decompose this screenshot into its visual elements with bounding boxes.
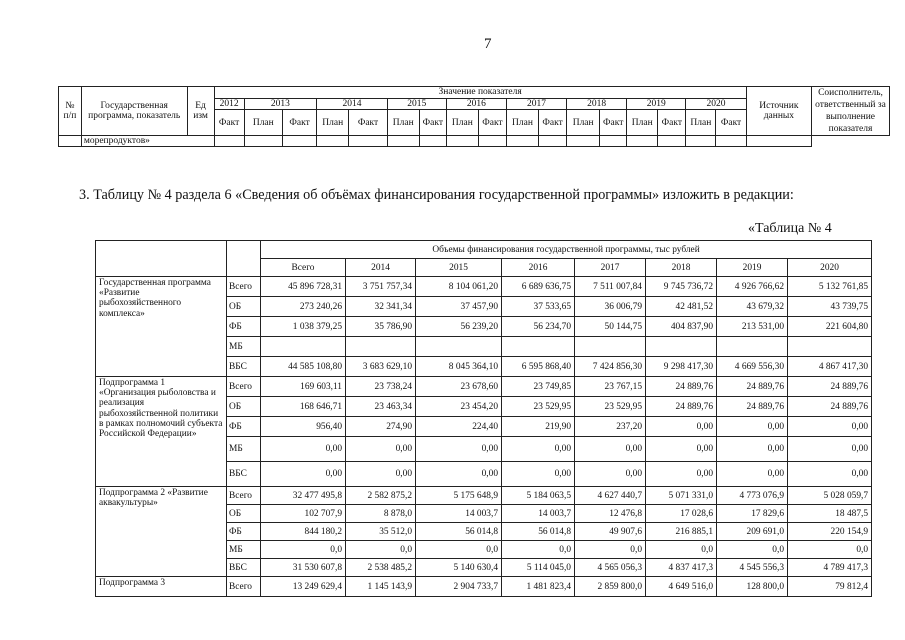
- col-num-header: № п/п: [59, 87, 82, 136]
- cell: 4 627 440,7: [575, 487, 646, 505]
- value-header: Значение показателя: [214, 87, 746, 99]
- cell: 216 885,1: [646, 523, 717, 541]
- cell: 224,40: [416, 417, 502, 437]
- row-label: МБ: [227, 337, 261, 357]
- cell: 219,90: [502, 417, 575, 437]
- subprogram-name: Подпрограмма 2 «Развитие аквакультуры»: [96, 487, 227, 577]
- year-header: 2014: [317, 98, 388, 110]
- cell: 56 014,8: [502, 523, 575, 541]
- cell: 5 184 063,5: [502, 487, 575, 505]
- col-header: 2018: [646, 259, 717, 277]
- col-source-header: Источник данных: [746, 87, 811, 136]
- cell: 956,40: [261, 417, 346, 437]
- cell: 220 154,9: [788, 523, 872, 541]
- cell: 23 529,95: [502, 397, 575, 417]
- cell: 5 140 630,4: [416, 559, 502, 577]
- cell: 1 481 823,4: [502, 577, 575, 597]
- cell: 237,20: [575, 417, 646, 437]
- row-label: ОБ: [227, 505, 261, 523]
- row-label: Всего: [227, 277, 261, 297]
- fact-header: Факт: [600, 110, 627, 136]
- fact-header: Факт: [716, 110, 746, 136]
- cell: 0,00: [788, 417, 872, 437]
- cell: 4 867 417,30: [788, 357, 872, 377]
- year-header: 2013: [244, 98, 317, 110]
- cell: 5 175 648,9: [416, 487, 502, 505]
- cell: 36 006,79: [575, 297, 646, 317]
- cell: 4 565 056,3: [575, 559, 646, 577]
- table-row: [96, 277, 872, 297]
- row-label: Всего: [227, 577, 261, 597]
- row-label: ФБ: [227, 317, 261, 337]
- cell: 17 028,6: [646, 505, 717, 523]
- table-caption: «Таблица № 4: [748, 221, 832, 236]
- col-header: 2014: [346, 259, 416, 277]
- plan-header: План: [446, 110, 478, 136]
- cell: 4 773 076,9: [717, 487, 788, 505]
- cell: 3 751 757,34: [346, 277, 416, 297]
- cell: 42 481,52: [646, 297, 717, 317]
- year-header: 2016: [446, 98, 506, 110]
- table-row: [96, 377, 872, 397]
- cell: 0,00: [575, 437, 646, 462]
- cell: 169 603,11: [261, 377, 346, 397]
- cell: 56 014,8: [416, 523, 502, 541]
- cell: 0,0: [575, 541, 646, 559]
- indicators-table: [58, 86, 890, 147]
- cell: 6 595 868,40: [502, 357, 575, 377]
- year-header: 2018: [567, 98, 627, 110]
- cell: 128 800,0: [717, 577, 788, 597]
- cell: 24 889,76: [788, 377, 872, 397]
- cell: 0,00: [416, 462, 502, 487]
- cell: 23 738,24: [346, 377, 416, 397]
- cell: 1 038 379,25: [261, 317, 346, 337]
- plan-header: План: [567, 110, 600, 136]
- cell: 35 512,0: [346, 523, 416, 541]
- program-name: Государственная программа «Развитие рыбохозяйственного комплекса»: [96, 277, 227, 377]
- financing-table: [95, 240, 872, 597]
- cell: 0,00: [646, 437, 717, 462]
- cell: 3 683 629,10: [346, 357, 416, 377]
- financing-header: Объемы финансирования государственной программы, тыс рублей: [261, 241, 872, 259]
- cell: 8 104 061,20: [416, 277, 502, 297]
- cell: 43 679,32: [717, 297, 788, 317]
- cell: 0,0: [788, 541, 872, 559]
- cell: 79 812,4: [788, 577, 872, 597]
- cell: 0,00: [502, 462, 575, 487]
- cell: 56 234,70: [502, 317, 575, 337]
- cell: 2 859 800,0: [575, 577, 646, 597]
- cell: 0,00: [717, 437, 788, 462]
- col-header: 2019: [717, 259, 788, 277]
- cell: 0,0: [717, 541, 788, 559]
- cell: 5 071 331,0: [646, 487, 717, 505]
- table-row: [96, 487, 872, 505]
- cell: 14 003,7: [502, 505, 575, 523]
- row-fragment: морепродуктов»: [81, 136, 214, 147]
- cell: 0,00: [646, 417, 717, 437]
- year-header: 2017: [506, 98, 566, 110]
- cell: 5 132 761,85: [788, 277, 872, 297]
- cell: 6 689 636,75: [502, 277, 575, 297]
- cell: 45 896 728,31: [261, 277, 346, 297]
- cell: 0,00: [646, 462, 717, 487]
- page-number: 7: [484, 36, 492, 52]
- cell: 5 114 045,0: [502, 559, 575, 577]
- cell: 274,90: [346, 417, 416, 437]
- plan-header: План: [506, 110, 538, 136]
- cell: 23 454,20: [416, 397, 502, 417]
- fact-header: Факт: [282, 110, 316, 136]
- cell: 49 907,6: [575, 523, 646, 541]
- subprogram-name: Подпрограмма 3: [96, 577, 227, 597]
- fact-header: Факт: [349, 110, 387, 136]
- cell: 4 649 516,0: [646, 577, 717, 597]
- cell: 2 538 485,2: [346, 559, 416, 577]
- cell: 32 341,34: [346, 297, 416, 317]
- cell: 8 878,0: [346, 505, 416, 523]
- cell: 0,0: [261, 541, 346, 559]
- cell: 23 678,60: [416, 377, 502, 397]
- plan-header: План: [244, 110, 282, 136]
- cell: 37 533,65: [502, 297, 575, 317]
- cell: 213 531,00: [717, 317, 788, 337]
- plan-header: План: [317, 110, 349, 136]
- cell: 273 240,26: [261, 297, 346, 317]
- fact-header: Факт: [539, 110, 567, 136]
- col-coexec-header: Соисполнитель, ответственный за выполнение показателя: [812, 87, 890, 136]
- col-header: 2020: [788, 259, 872, 277]
- cell: 24 889,76: [788, 397, 872, 417]
- cell: 0,00: [788, 462, 872, 487]
- col-program-header: Государственная программа, показатель: [81, 87, 187, 136]
- row-label: ВБС: [227, 357, 261, 377]
- cell: 168 646,71: [261, 397, 346, 417]
- cell: 0,00: [346, 462, 416, 487]
- cell: 209 691,0: [717, 523, 788, 541]
- cell: 44 585 108,80: [261, 357, 346, 377]
- cell: 31 530 607,8: [261, 559, 346, 577]
- cell: 24 889,76: [646, 397, 717, 417]
- cell: 2 904 733,7: [416, 577, 502, 597]
- cell: 0,00: [261, 462, 346, 487]
- cell: 0,0: [646, 541, 717, 559]
- cell: 7 511 007,84: [575, 277, 646, 297]
- cell: 102 707,9: [261, 505, 346, 523]
- row-label: ФБ: [227, 417, 261, 437]
- plan-header: План: [387, 110, 419, 136]
- cell: 13 249 629,4: [261, 577, 346, 597]
- instruction-paragraph: 3. Таблицу № 4 раздела 6 «Сведения об объёмах финансирования государственной программы» изложить в редакции:: [79, 187, 794, 203]
- row-label: МБ: [227, 541, 261, 559]
- col-unit-header: Ед изм: [187, 87, 214, 136]
- fact-header: Факт: [658, 110, 686, 136]
- col-header: 2016: [502, 259, 575, 277]
- cell: 56 239,20: [416, 317, 502, 337]
- cell: 5 028 059,7: [788, 487, 872, 505]
- row-label: ФБ: [227, 523, 261, 541]
- cell: 43 739,75: [788, 297, 872, 317]
- cell: 50 144,75: [575, 317, 646, 337]
- row-label: МБ: [227, 437, 261, 462]
- cell: 24 889,76: [717, 397, 788, 417]
- cell: 0,00: [575, 462, 646, 487]
- fact-header: Факт: [214, 110, 244, 136]
- cell: 0,0: [346, 541, 416, 559]
- cell: 4 789 417,3: [788, 559, 872, 577]
- cell: 23 463,34: [346, 397, 416, 417]
- cell: 0,0: [416, 541, 502, 559]
- cell: 23 767,15: [575, 377, 646, 397]
- row-label: ВБС: [227, 559, 261, 577]
- cell: 4 837 417,3: [646, 559, 717, 577]
- col-header: 2015: [416, 259, 502, 277]
- cell: 404 837,90: [646, 317, 717, 337]
- subprogram-name: Подпрограмма 1 «Организация рыболовства и реализация рыбохозяйственной политики в рамках полномочий субъекта Российской Федерации»: [96, 377, 227, 487]
- cell: 9 745 736,72: [646, 277, 717, 297]
- cell: 4 926 766,62: [717, 277, 788, 297]
- plan-header: План: [686, 110, 716, 136]
- fact-header: Факт: [478, 110, 506, 136]
- cell: 24 889,76: [646, 377, 717, 397]
- cell: 0,00: [416, 437, 502, 462]
- cell: 24 889,76: [717, 377, 788, 397]
- cell: 0,00: [717, 417, 788, 437]
- cell: 1 145 143,9: [346, 577, 416, 597]
- cell: 4 669 556,30: [717, 357, 788, 377]
- cell: 32 477 495,8: [261, 487, 346, 505]
- cell: 0,00: [502, 437, 575, 462]
- row-label: Всего: [227, 487, 261, 505]
- cell: 8 045 364,10: [416, 357, 502, 377]
- cell: 9 298 417,30: [646, 357, 717, 377]
- cell: 0,00: [788, 437, 872, 462]
- plan-header: План: [627, 110, 658, 136]
- cell: 23 529,95: [575, 397, 646, 417]
- cell: 37 457,90: [416, 297, 502, 317]
- cell: 221 604,80: [788, 317, 872, 337]
- cell: 18 487,5: [788, 505, 872, 523]
- cell: 0,00: [261, 437, 346, 462]
- year-header: 2015: [387, 98, 446, 110]
- row-label: ОБ: [227, 397, 261, 417]
- cell: 0,0: [502, 541, 575, 559]
- cell: 7 424 856,30: [575, 357, 646, 377]
- cell: 0,00: [717, 462, 788, 487]
- col-header: Всего: [261, 259, 346, 277]
- cell: 12 476,8: [575, 505, 646, 523]
- cell: 35 786,90: [346, 317, 416, 337]
- row-label: ВБС: [227, 462, 261, 487]
- year-header: 2020: [686, 98, 746, 110]
- col-header: 2017: [575, 259, 646, 277]
- year-header: 2012: [214, 98, 244, 110]
- row-label: ОБ: [227, 297, 261, 317]
- cell: 17 829,6: [717, 505, 788, 523]
- cell: 4 545 556,3: [717, 559, 788, 577]
- fact-header: Факт: [419, 110, 446, 136]
- cell: 0,00: [346, 437, 416, 462]
- cell: 14 003,7: [416, 505, 502, 523]
- year-header: 2019: [627, 98, 686, 110]
- row-label: Всего: [227, 377, 261, 397]
- cell: 23 749,85: [502, 377, 575, 397]
- table-row: [96, 577, 872, 597]
- cell: 2 582 875,2: [346, 487, 416, 505]
- cell: 844 180,2: [261, 523, 346, 541]
